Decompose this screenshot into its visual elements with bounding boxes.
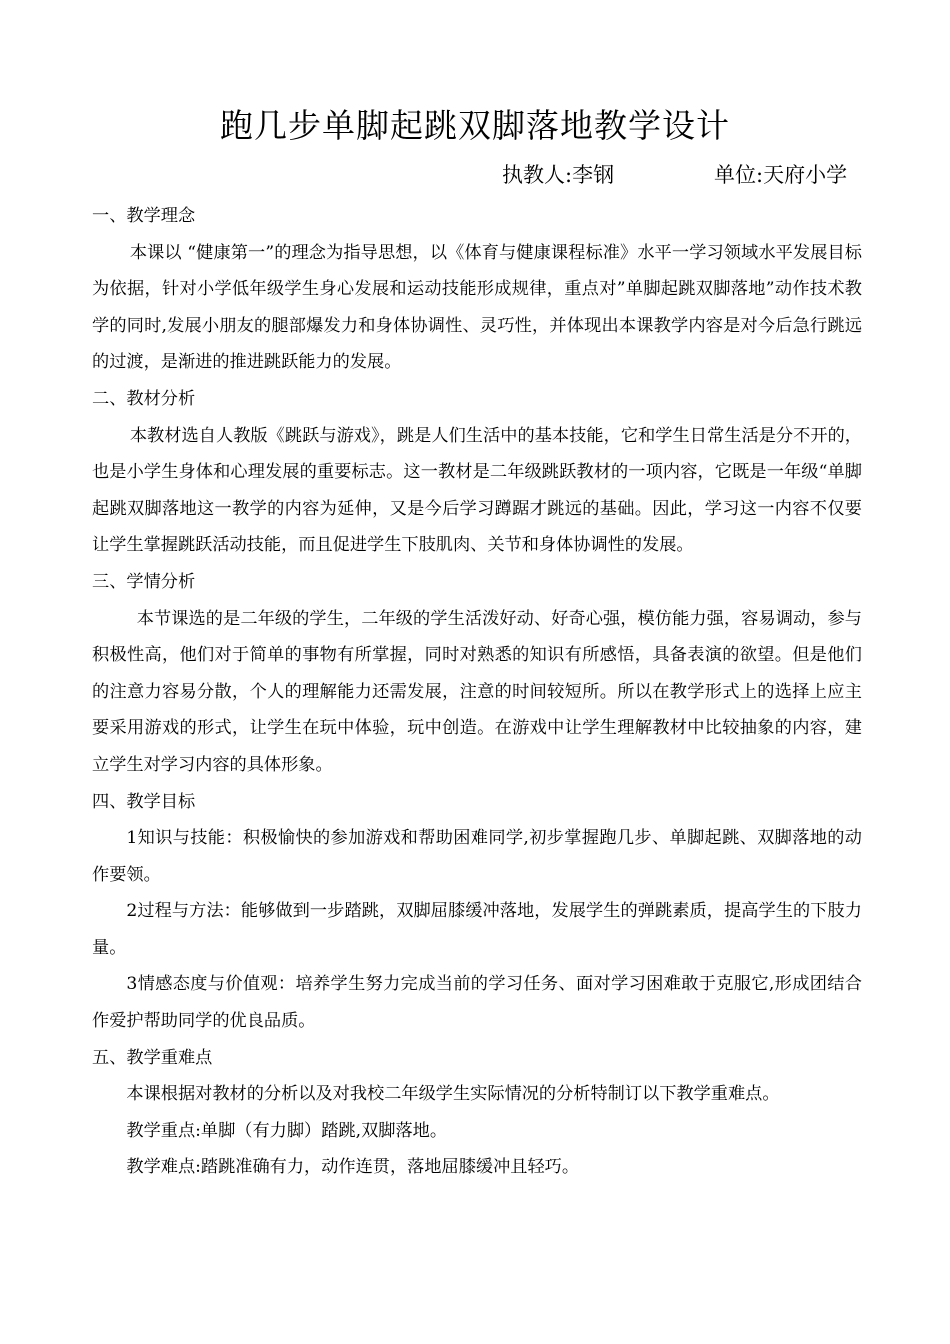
section-heading-philosophy: 一、教学理念 bbox=[92, 206, 196, 226]
document-title: 跑几步单脚起跳双脚落地教学设计 bbox=[220, 106, 730, 145]
paragraph-difficult-point: 教学难点:踏跳准确有力，动作连贯，落地屈膝缓冲且轻巧。 bbox=[126, 1157, 580, 1178]
section-heading-material-analysis: 二、教材分析 bbox=[92, 388, 196, 409]
section-heading-key-points: 五、教学重难点 bbox=[92, 1047, 213, 1068]
section-heading-objectives: 四、教学目标 bbox=[92, 791, 196, 812]
paragraph-key-points-intro: 本课根据对教材的分析以及对我校二年级学生实际情况的分析特制订以下教学重难点。 bbox=[126, 1084, 780, 1105]
author-line bbox=[0, 160, 950, 194]
paragraph-material-analysis: 本教材选自人教版《跳跃与游戏》，跳是人们生活中的基本技能，它和学生日常生活是分不开的，也是小学生身体和心理发展的重要标志。这一教材是二年级跳跃教材的一项内容，它既是一年级“单脚起跳双脚落地这一教学的内容为延伸，又是今后学习蹲踞才跳远的基础。因此，学习这一内容不仅要让学生掌握跳跃活动技能，而且促进学生下肢肌肉、关节和身体协调性的发展。 bbox=[92, 425, 862, 556]
school-unit: 单位:天府小学 bbox=[714, 163, 848, 187]
teacher-name: 执教人:李钢 bbox=[502, 163, 615, 187]
paragraph-key-point: 教学重点:单脚（有力脚）踏跳,双脚落地。 bbox=[126, 1120, 448, 1141]
paragraph-objective-process: 2过程与方法：能够做到一步踏跳，双脚屈膝缓冲落地，发展学生的弹跳素质，提高学生的下肢力量。 bbox=[92, 901, 862, 958]
paragraph-objective-attitude: 3情感态度与价值观：培养学生努力完成当前的学习任务、面对学习困难敢于克服它,形成团结合作爱护帮助同学的优良品质。 bbox=[92, 974, 862, 1032]
paragraph-philosophy: 本课以 “健康第一”的理念为指导思想，以《体育与健康课程标准》水平一学习领域水平发展目标为依据，针对小学低年级学生身心发展和运动技能形成规律，重点对”单脚起跳双脚落地”动作技术教学的同时,发展小朋友的腿部爆发力和身体协调性、灵巧性，并体现出本课教学内容是对今后急行跳远的过渡，是渐进的推进跳跃能力的发展。 bbox=[92, 242, 862, 373]
section-heading-student-analysis: 三、学情分析 bbox=[92, 571, 196, 592]
document-body bbox=[92, 198, 862, 1186]
paragraph-objective-knowledge: 1知识与技能：积极愉快的参加游戏和帮助困难同学,初步掌握跑几步、单脚起跳、双脚落地的动作要领。 bbox=[92, 828, 862, 885]
paragraph-student-analysis: 本节课选的是二年级的学生，二年级的学生活泼好动、好奇心强，模仿能力强，容易调动，参与积极性高，他们对于简单的事物有所掌握，同时对熟悉的知识有所感悟，具备表演的欲望。但是他们的注意力容易分散，个人的理解能力还需发展，注意的时间较短所。所以在教学形式上的选择上应主要采用游戏的形式，让学生在玩中体验，玩中创造。在游戏中让学生理解教材中比较抽象的内容，建立学生对学习内容的具体形象。 bbox=[92, 608, 862, 775]
